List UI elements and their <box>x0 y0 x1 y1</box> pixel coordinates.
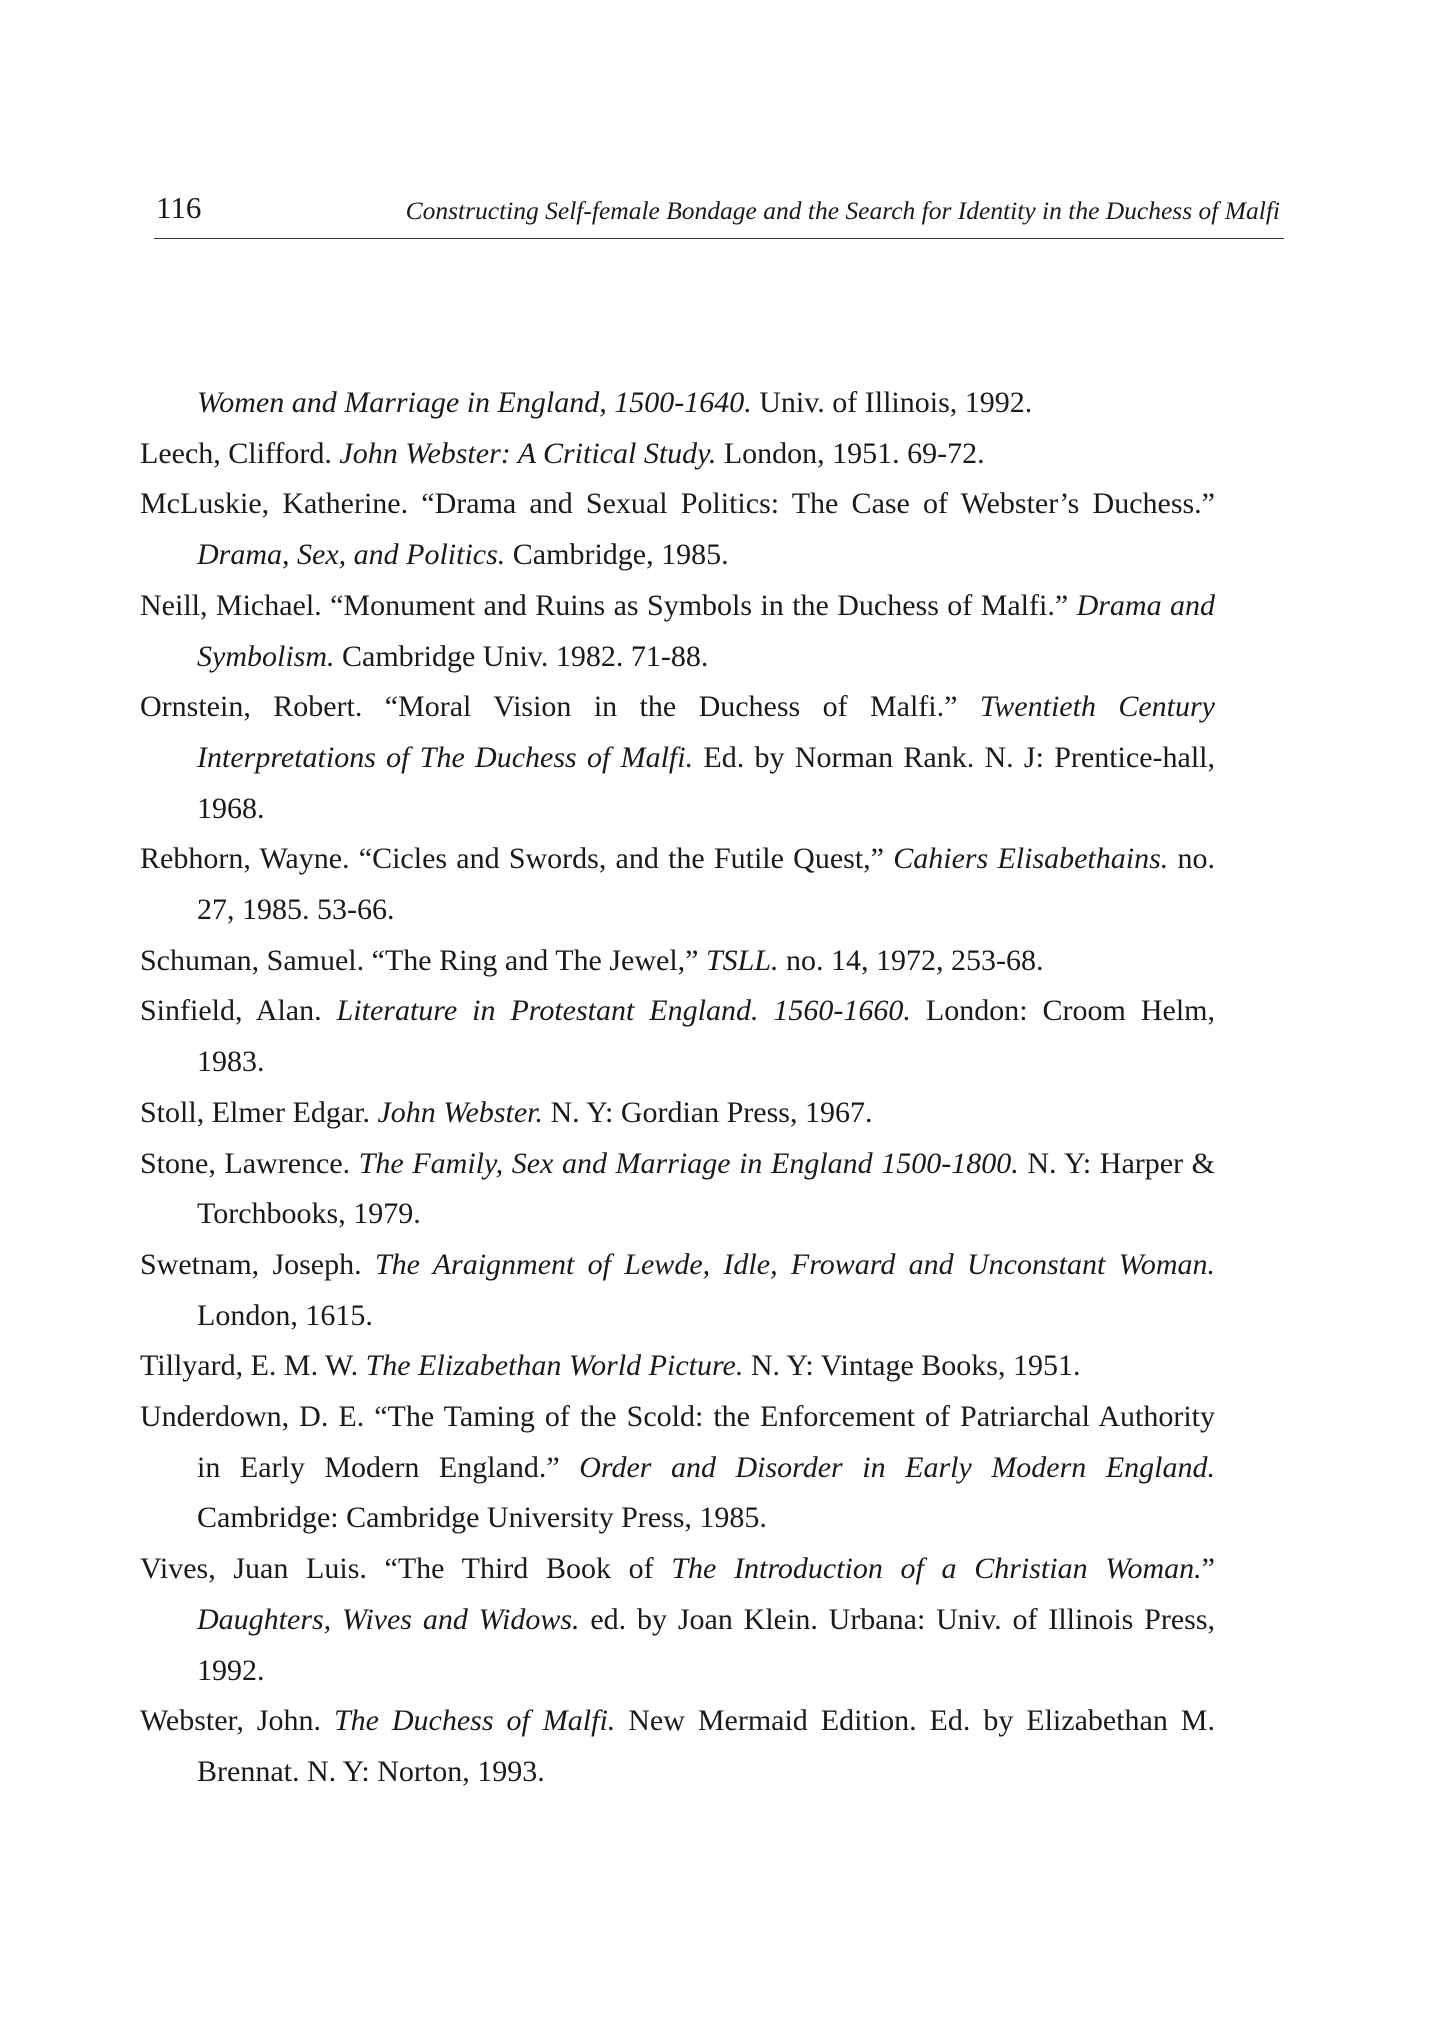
reference-text: Cambridge, 1985. <box>505 538 729 572</box>
reference-title: The Elizabethan World Picture. <box>365 1349 744 1383</box>
reference-text: Ed. by Norman Rank. N. J: Prentice-hall, 1968. <box>197 740 1215 825</box>
reference-text: ed. by Joan Klein. Urbana: Univ. of Illinois Press, 1992. <box>197 1602 1216 1687</box>
reference-title: Drama and Symbolism. <box>197 588 1215 673</box>
reference-text: McLuskie, Katherine. “Drama and Sexual Politics: The Case of Webster’s Duchess.” <box>140 487 1215 521</box>
reference-text: New Mermaid Edition. Ed. by Elizabethan M. Brennat. N. Y: Norton, 1993. <box>197 1704 1215 1788</box>
reference-entry <box>140 1088 1215 1139</box>
reference-title: The Family, Sex and Marriage in England 1500-1800. <box>358 1146 1019 1180</box>
reference-text: Ornstein, Robert. “Moral Vision in the Duchess of Malfi.” <box>140 690 980 724</box>
reference-text: Leech, Clifford. <box>140 436 340 470</box>
reference-text: London, 1951. 69-72. <box>716 436 985 470</box>
reference-text: Schuman, Samuel. “The Ring and The Jewel,” <box>140 943 706 977</box>
reference-entry <box>140 936 1215 987</box>
reference-text: Stone, Lawrence. <box>140 1146 359 1180</box>
reference-entry <box>140 479 1215 580</box>
reference-entry-continued <box>140 378 1215 429</box>
reference-entry <box>140 682 1215 834</box>
reference-text: Stoll, Elmer Edgar. <box>140 1095 378 1129</box>
running-title: Constructing Self-female Bondage and the Search for Identity in the Duchess of Malfi <box>405 196 1280 225</box>
reference-text: Sinfield, Alan. <box>140 994 337 1028</box>
reference-text: Univ. of Illinois, 1992. <box>751 386 1033 419</box>
reference-text: Rebhorn, Wayne. “Cicles and Swords, and the Futile Quest,” <box>140 842 894 876</box>
reference-entry <box>140 1240 1215 1341</box>
reference-text: no. 27, 1985. 53-66. <box>197 842 1216 927</box>
running-header <box>154 188 1284 239</box>
reference-title: Drama, Sex, and Politics. <box>197 538 506 572</box>
reference-text: Neill, Michael. “Monument and Ruins as Symbols in the Duchess of Malfi.” <box>140 588 1077 622</box>
reference-title: The Araignment of Lewde, Idle, Froward and Unconstant Woman. <box>374 1247 1215 1281</box>
reference-text: no. 14, 1972, 253-68. <box>778 943 1044 977</box>
reference-entry <box>140 1139 1215 1240</box>
reference-text: N. Y: Vintage Books, 1951. <box>743 1349 1081 1383</box>
reference-entry <box>140 1392 1215 1544</box>
reference-entry <box>140 1696 1215 1797</box>
reference-title: Order and Disorder in Early Modern England. <box>579 1450 1215 1484</box>
reference-text: Vives, Juan Luis. “The Third Book of <box>140 1552 672 1586</box>
reference-text: Tillyard, E. M. W. <box>140 1349 366 1383</box>
reference-entry <box>140 581 1215 682</box>
reference-entry <box>140 1544 1215 1696</box>
reference-entry <box>140 429 1215 480</box>
reference-title: Daughters, Wives and Widows. <box>197 1602 580 1636</box>
reference-title: Women and Marriage in England, 1500-1640. <box>197 386 752 419</box>
reference-title: John Webster: A Critical Study. <box>339 436 717 470</box>
reference-text: Cambridge: Cambridge University Press, 1985. <box>197 1501 767 1535</box>
reference-text: London, 1615. <box>197 1298 373 1332</box>
reference-text: London: Croom Helm, 1983. <box>197 994 1215 1079</box>
reference-title: John Webster. <box>377 1095 544 1129</box>
reference-entry <box>140 834 1215 935</box>
reference-text: Webster, John. <box>140 1704 334 1738</box>
reference-text: N. Y: Gordian Press, 1967. <box>543 1095 873 1129</box>
reference-title: Cahiers Elisabethains. <box>893 842 1169 876</box>
reference-text: Swetnam, Joseph. <box>140 1247 375 1281</box>
reference-entry <box>140 1341 1215 1392</box>
reference-text: ” <box>1201 1552 1215 1586</box>
reference-list <box>140 378 1215 1798</box>
reference-title: The Duchess of Malfi. <box>333 1704 616 1738</box>
reference-title: The Introduction of a Christian Woman. <box>671 1552 1202 1586</box>
page-number: 116 <box>156 190 202 225</box>
reference-text: Cambridge Univ. 1982. 71-88. <box>334 639 709 673</box>
reference-title: Literature in Protestant England. 1560-1660. <box>336 994 911 1028</box>
reference-entry <box>140 986 1215 1087</box>
reference-title: Twentieth Century Interpretations of The Duchess of Malfi. <box>197 690 1215 774</box>
reference-text: Underdown, D. E. “The Taming of the Scold: the Enforcement of Patriarchal Authority in Early Modern England.” <box>140 1400 1215 1484</box>
reference-title: TSLL. <box>705 943 779 977</box>
reference-text: N. Y: Harper & Torchbooks, 1979. <box>197 1146 1215 1231</box>
